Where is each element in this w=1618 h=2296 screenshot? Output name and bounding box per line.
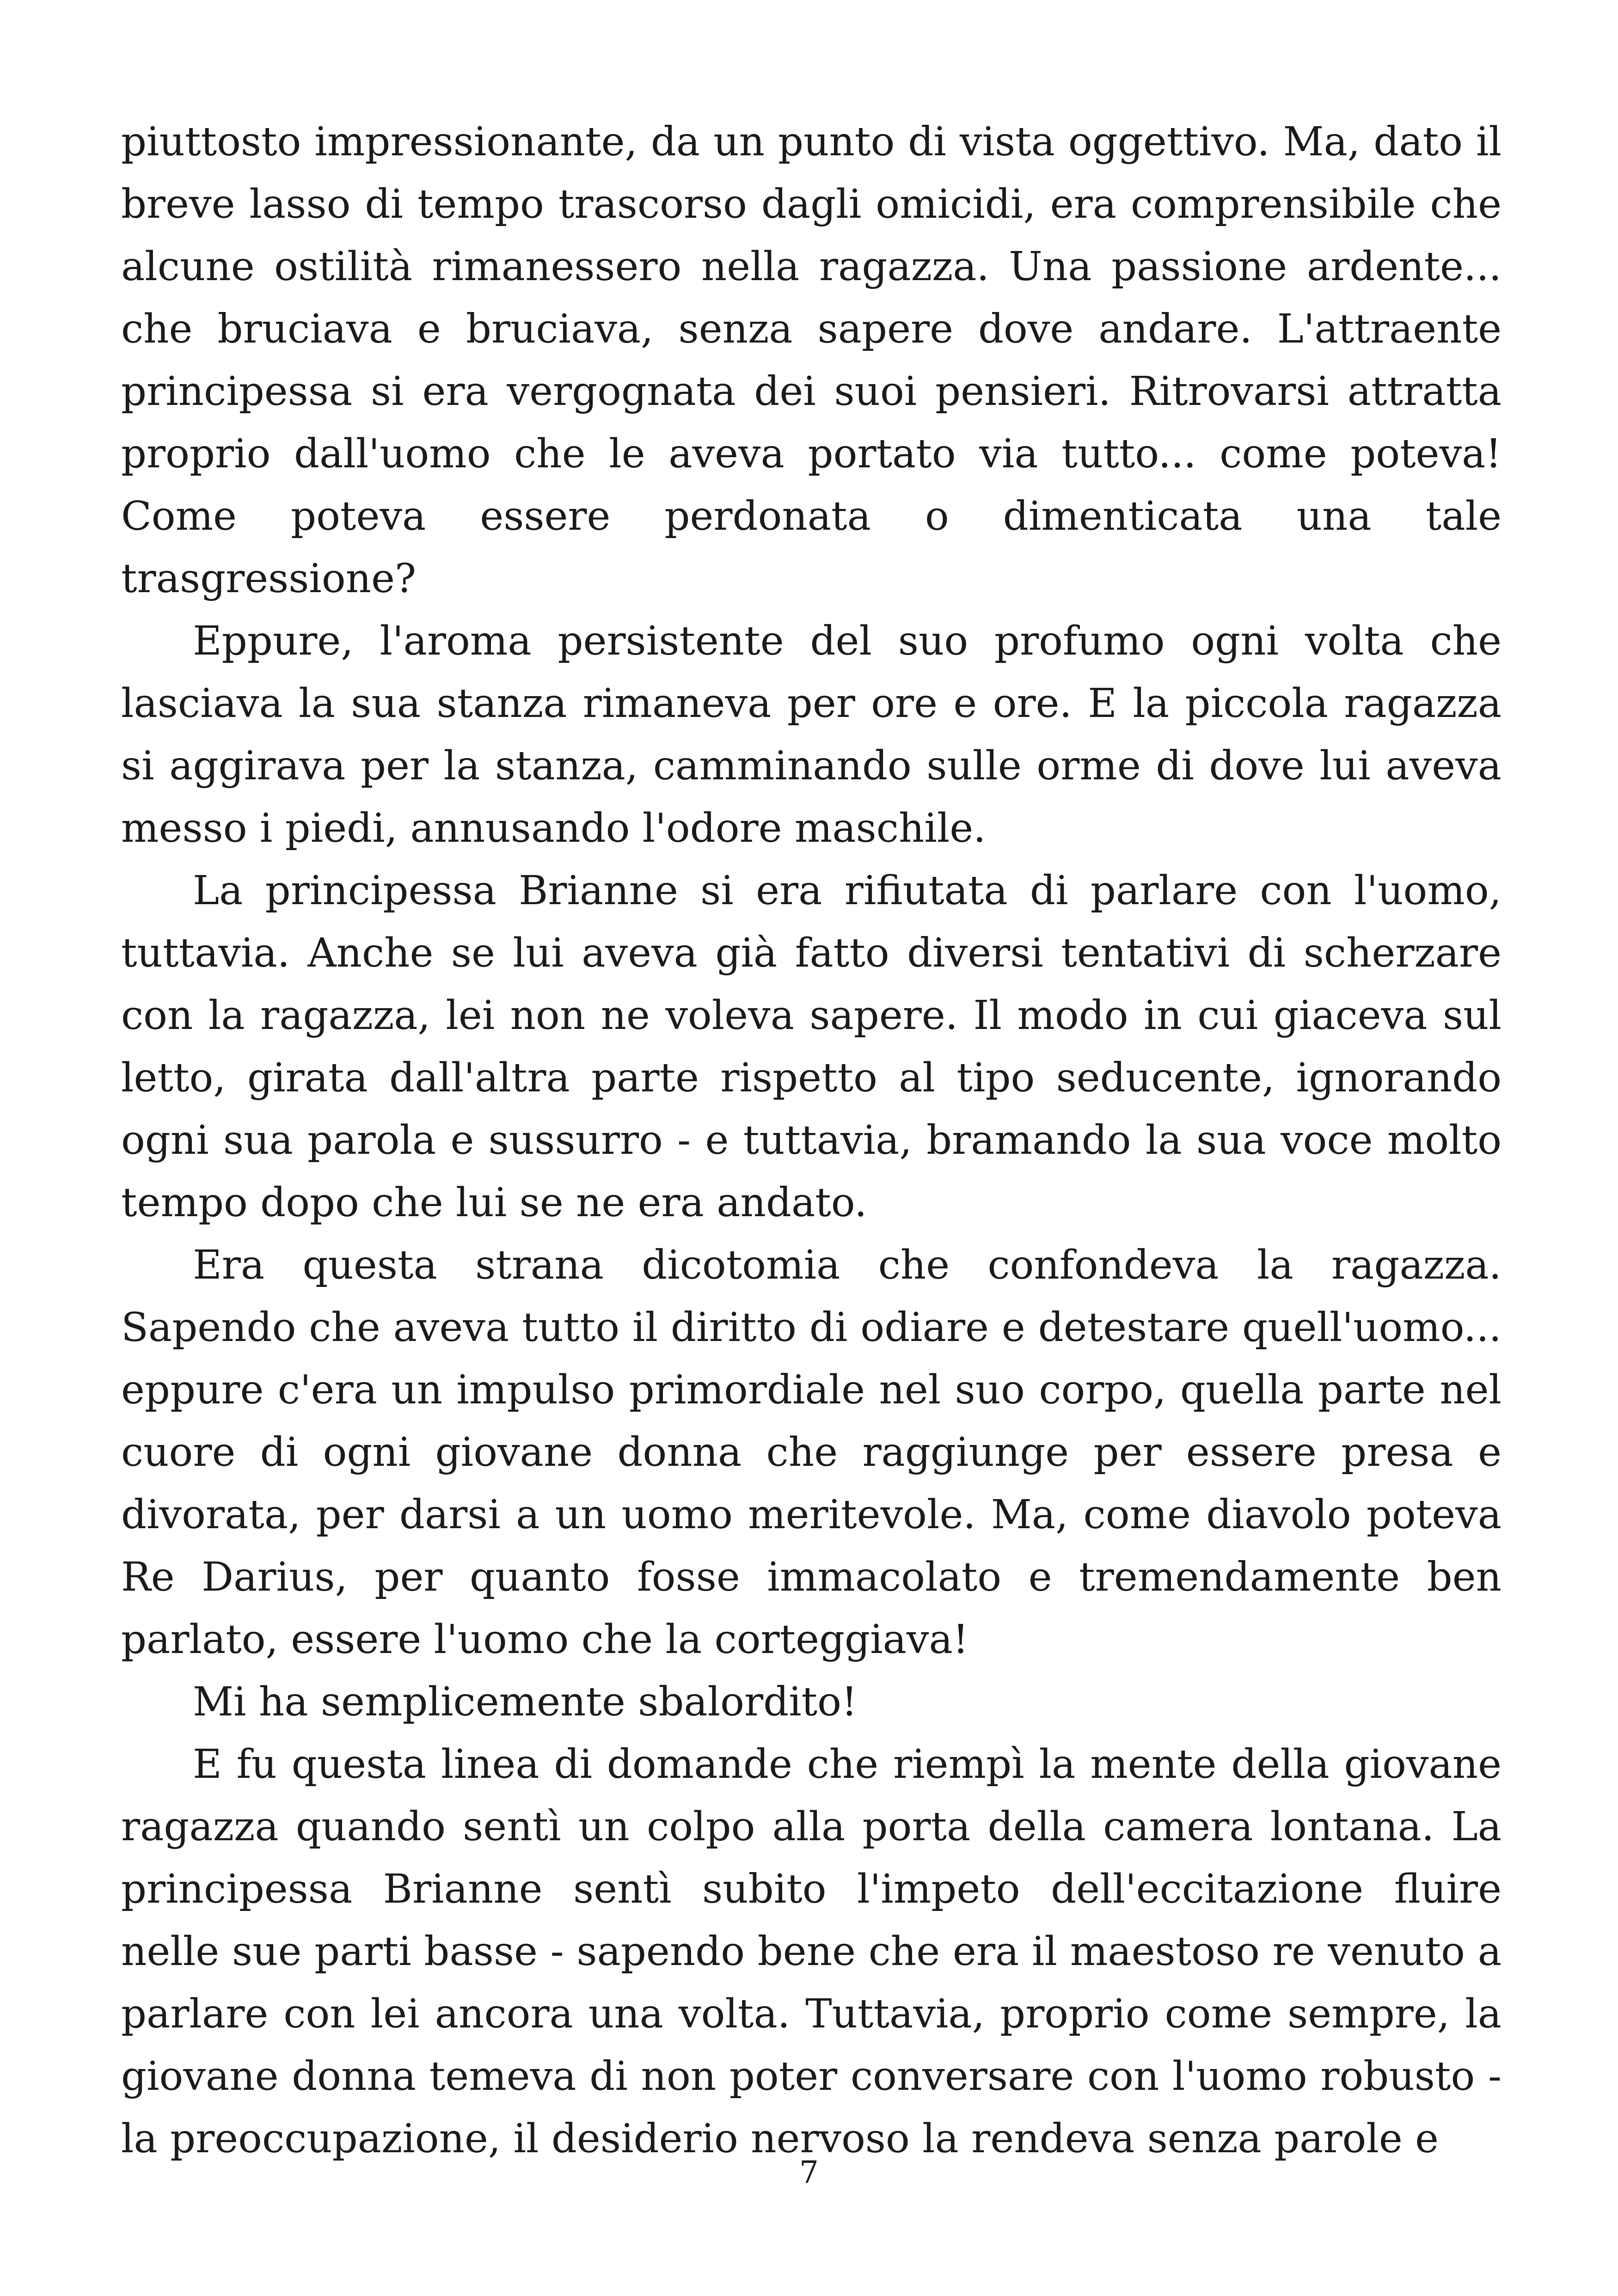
paragraph-2: Eppure, l'aroma persistente del suo profumo ogni volta che lasciava la sua stanza rimaneva per ore e ore. E la piccola ragazza si aggirava per la stanza, camminando sulle orme di dove lui aveva messo i piedi, annusando l'odore maschile. (121, 618, 1502, 851)
paragraph-4: Era questa strana dicotomia che confondeva la ragazza. Sapendo che aveva tutto il diritto di odiare e detestare quell'uomo... eppure c'era un impulso primordiale nel suo corpo, quella parte nel cuore di ogni giovane donna che raggiunge per essere presa e divorata, per darsi a un uomo meritevole. Ma, come diavolo poteva Re Darius, per quanto fosse immacolato e tremendamente ben parlato, essere l'uomo che la corteggiava! (121, 1242, 1502, 1663)
paragraph-3: La principessa Brianne si era rifiutata di parlare con l'uomo, tuttavia. Anche se lui aveva già fatto diversi tentativi di scherzare con la ragazza, lei non ne voleva sapere. Il modo in cui giaceva sul letto, girata dall'altra parte rispetto al tipo seducente, ignorando ogni sua parola e sussurro - e tuttavia, bramando la sua voce molto tempo dopo che lui se ne era andato. (121, 868, 1502, 1226)
paragraph-1: piuttosto impressionante, da un punto di vista oggettivo. Ma, dato il breve lasso di tempo trascorso dagli omicidi, era comprensibile che alcune ostilità rimanessero nella ragazza. Una passione ardente... che bruciava e bruciava, senza sapere dove andare. L'attraente principessa si era vergognata dei suoi pensieri. Ritrovarsi attratta proprio dall'uomo che le aveva portato via tutto... come poteva! Come poteva essere perdonata o dimenticata una tale trasgressione? (121, 119, 1502, 602)
paragraph-5: Mi ha semplicemente sbalordito! (193, 1679, 858, 1725)
page-number: 7 (799, 2155, 819, 2190)
body-text (121, 111, 1502, 2170)
paragraph-6: E fu questa linea di domande che riempì la mente della giovane ragazza quando sentì un colpo alla porta della camera lontana. La principessa Brianne sentì subito l'impeto dell'eccitazione fluire nelle sue parti basse - sapendo bene che era il maestoso re venuto a parlare con lei ancora una volta. Tuttavia, proprio come sempre, la giovane donna temeva di non poter conversare con l'uomo robusto - la preoccupazione, il desiderio nervoso la rendeva senza parole e (121, 1741, 1502, 2162)
